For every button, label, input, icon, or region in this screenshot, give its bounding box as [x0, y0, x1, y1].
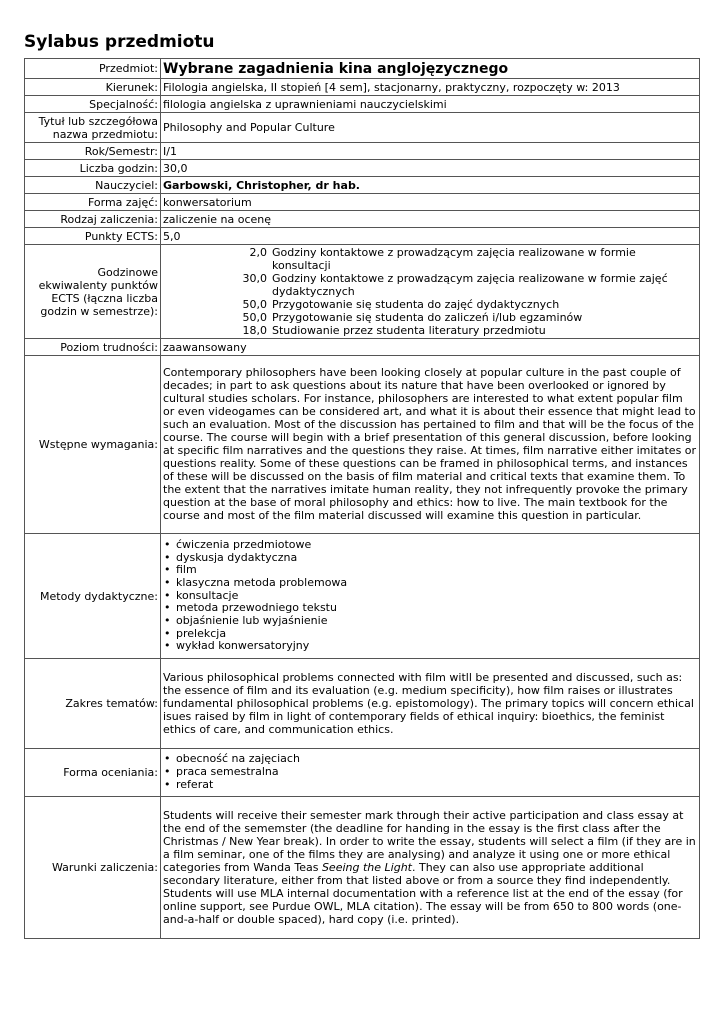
list-item: • konsultacje	[163, 590, 697, 603]
row-kierunek	[25, 79, 700, 96]
label-warunki: Warunki zaliczenia:	[25, 797, 161, 939]
row-ocenianie	[25, 749, 700, 797]
label-ects: Punkty ECTS:	[25, 228, 161, 245]
label-przedmiot: Przedmiot:	[25, 59, 161, 79]
conditions-cell	[161, 797, 700, 939]
topics-text: Various philosophical problems connected with film witll be presented and discussed, such as: the essence of film and its evaluation (e.g. medium specificity), how film raises or illustrates fundamental philosophical problems (e.g. epistomology). The primary topics will concern ethical isues raised by film in light of contemporary fields of ethical inquiry: bioethics, the feminist ethics of care, and communication ethics.	[163, 670, 694, 736]
label-nauczyciel: Nauczyciel:	[25, 177, 161, 194]
ects-item	[163, 246, 697, 272]
row-zakres	[25, 659, 700, 749]
label-tytul: Tytuł lub szczegółowa nazwa przedmiotu:	[25, 113, 161, 143]
label-rodzaj: Rodzaj zaliczenia:	[25, 211, 161, 228]
label-metody: Metody dydaktyczne:	[25, 534, 161, 659]
syllabus-table	[24, 58, 700, 939]
ects-description: Przygotowanie się studenta do zaliczeń i/lub egzaminów	[272, 311, 583, 324]
label-kierunek: Kierunek:	[25, 79, 161, 96]
row-specjalnosc	[25, 96, 700, 113]
list-item: • referat	[163, 779, 697, 792]
value-poziom: zaawansowany	[161, 339, 700, 356]
value-forma-zajec: konwersatorium	[161, 194, 700, 211]
row-rok	[25, 143, 700, 160]
conditions-text-before: Students will receive their semester mark through their active participation and class essay at the end of the sememster (the deadline for handing in the essay is the first class after the Christmas / New Year break). In order to write the essay, students will select a film (if they are in a film seminar, one of the films they are analysing) and analyze it using one or more ethical categories from Wanda Teas	[163, 808, 696, 874]
book-title: Seeing the Light	[321, 860, 412, 874]
conditions-text-after: . They can also use appropriate additional secondary literature, either from that listed above or from a source they find independently. Students will use MLA internal documentation with a reference list at the end of the essay (for online support, see Purdue OWL, MLA citation). The essay will be from 650 to 800 words (one-and-a-half or double spaced), hard copy (i.e. printed).	[163, 860, 683, 926]
ects-hours: 30,0	[242, 272, 267, 285]
list-item: • wykład konwersatoryjny	[163, 640, 697, 653]
ects-item	[163, 272, 697, 298]
value-godziny: 30,0	[161, 160, 700, 177]
label-godziny: Liczba godzin:	[25, 160, 161, 177]
assessment-list	[163, 750, 697, 794]
list-item: • film	[163, 564, 697, 577]
row-tytul	[25, 113, 700, 143]
label-ekwiwalenty: Godzinowe ekwiwalenty punktów ECTS (łączna liczba godzin w semestrze):	[25, 245, 161, 339]
ects-breakdown	[161, 245, 700, 339]
ects-description: Przygotowanie się studenta do zajęć dydaktycznych	[272, 298, 560, 311]
row-poziom	[25, 339, 700, 356]
row-ects	[25, 228, 700, 245]
row-nauczyciel	[25, 177, 700, 194]
ects-hours: 18,0	[242, 324, 267, 337]
list-item: • klasyczna metoda problemowa	[163, 577, 697, 590]
list-item: • objaśnienie lub wyjaśnienie	[163, 615, 697, 628]
list-item: • ćwiczenia przedmiotowe	[163, 539, 697, 552]
ects-description: Godziny kontaktowe z prowadzącym zajęcia realizowane w formie konsultacji	[272, 246, 636, 272]
row-godziny	[25, 160, 700, 177]
row-warunki	[25, 797, 700, 939]
ects-hours: 50,0	[242, 311, 267, 324]
row-forma-zajec	[25, 194, 700, 211]
ects-item	[163, 324, 697, 337]
label-forma-zajec: Forma zajęć:	[25, 194, 161, 211]
teacher-name: Garbowski, Christopher, dr hab.	[161, 177, 700, 194]
row-wymagania	[25, 356, 700, 534]
methods-list	[163, 536, 697, 656]
row-rodzaj	[25, 211, 700, 228]
course-name: Wybrane zagadnienia kina anglojęzycznego	[161, 59, 700, 79]
ects-description: Godziny kontaktowe z prowadzącym zajęcia realizowane w formie zajęć dydaktycznych	[272, 272, 668, 298]
row-metody	[25, 534, 700, 659]
list-item: • dyskusja dydaktyczna	[163, 552, 697, 565]
label-wymagania: Wstępne wymagania:	[25, 356, 161, 534]
value-ects: 5,0	[161, 228, 700, 245]
list-item: • prelekcja	[163, 628, 697, 641]
row-przedmiot	[25, 59, 700, 79]
ects-description: Studiowanie przez studenta literatury przedmiotu	[272, 324, 546, 337]
page-title: Sylabus przedmiotu	[24, 32, 215, 52]
value-rodzaj: zaliczenie na ocenę	[161, 211, 700, 228]
value-tytul: Philosophy and Popular Culture	[161, 113, 700, 143]
value-specjalnosc: filologia angielska z uprawnieniami nauczycielskimi	[161, 96, 700, 113]
value-kierunek: Filologia angielska, II stopień [4 sem], stacjonarny, praktyczny, rozpoczęty w: 2013	[161, 79, 700, 96]
label-rok: Rok/Semestr:	[25, 143, 161, 160]
assessment-cell	[161, 749, 700, 797]
label-specjalnosc: Specjalność:	[25, 96, 161, 113]
methods-cell	[161, 534, 700, 659]
label-zakres: Zakres tematów:	[25, 659, 161, 749]
label-poziom: Poziom trudności:	[25, 339, 161, 356]
ects-hours: 2,0	[249, 246, 267, 259]
label-ocenianie: Forma oceniania:	[25, 749, 161, 797]
row-ekwiwalenty	[25, 245, 700, 339]
ects-item	[163, 298, 697, 311]
value-rok: I/1	[161, 143, 700, 160]
topics-cell	[161, 659, 700, 749]
prerequisites-text: Contemporary philosophers have been looking closely at popular culture in the past couple of decades; in part to ask questions about its nature that have been overlooked or ignored by cultural studies scholars. For instance, philosophers are interested to what extent popular film or even videogames can be considered art, and what it is about their essence that might lead to such an evaluation. Most of the discussion has pertained to film and that will be the focus of the course. The course will begin with a brief presentation of this general discussion, before looking at specific film narratives and the questions they raise. At times, film narrative either imitates or questions reality. Some of these questions can be framed in philosophical terms, and instances of these will be discussed on the basis of film material and critical texts that examine them. To the extent that the narratives imitate human reality, they not infrequently provoke the primary question at the base of moral philosophy and ethics: how to live. The main textbook for the course and most of the film material discussed will examine this question in particular.	[163, 366, 697, 522]
list-item: • metoda przewodniego tekstu	[163, 602, 697, 615]
prerequisites-cell	[161, 356, 700, 534]
conditions-text	[163, 800, 697, 936]
list-item: • praca semestralna	[163, 766, 697, 779]
ects-hours: 50,0	[242, 298, 267, 311]
list-item: • obecność na zajęciach	[163, 753, 697, 766]
ects-item	[163, 311, 697, 324]
